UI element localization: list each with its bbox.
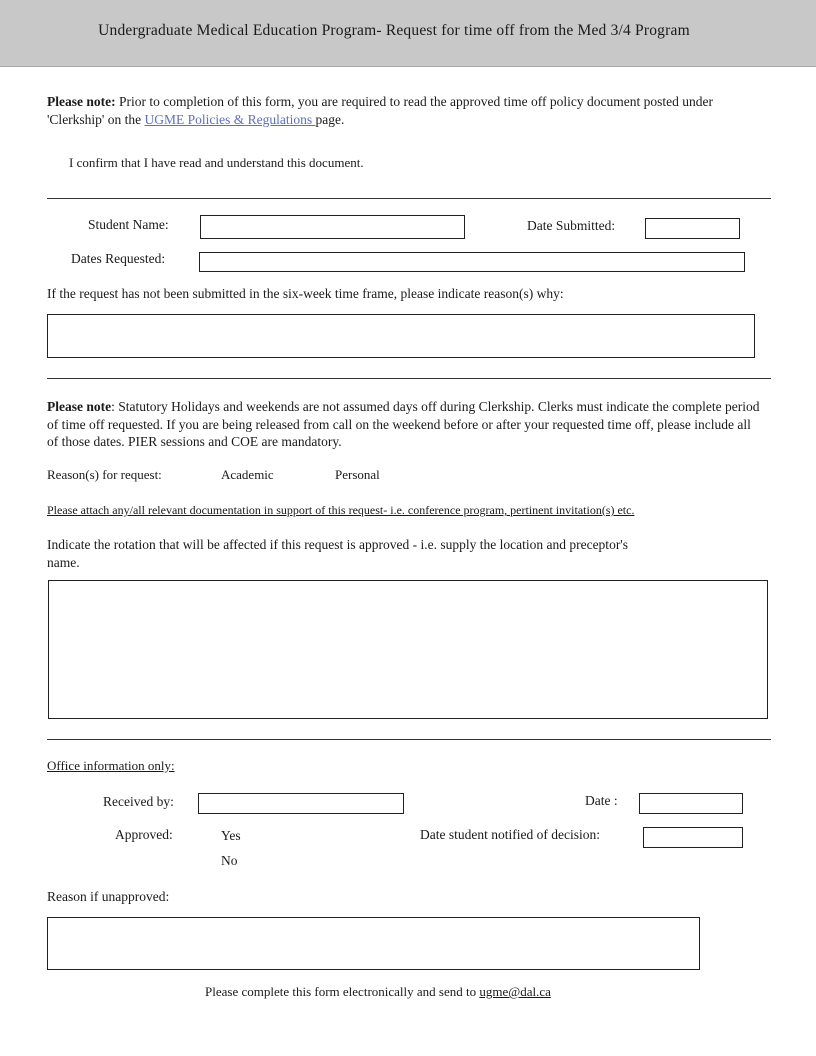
approved-no-option[interactable]: No xyxy=(221,853,238,868)
student-name-field[interactable] xyxy=(200,215,465,239)
dates-requested-field[interactable] xyxy=(199,252,745,272)
dates-requested-label: Dates Requested: xyxy=(71,251,166,266)
office-date-field[interactable] xyxy=(639,793,743,814)
unapproved-reason-field[interactable] xyxy=(47,917,700,970)
date-submitted-label: Date Submitted: xyxy=(527,218,616,233)
received-by-label: Received by: xyxy=(103,794,174,809)
attach-documentation-note: Please attach any/all relevant documentation in support of this request- i.e. conference program, pertinent invitation(s) etc. xyxy=(47,503,635,517)
reason-academic-option[interactable]: Academic xyxy=(221,467,274,482)
form-title: Undergraduate Medical Education Program- Request for time off from the Med 3/4 Program xyxy=(98,22,690,39)
approved-label: Approved: xyxy=(115,827,173,842)
approved-yes-option[interactable]: Yes xyxy=(221,828,241,843)
divider-3 xyxy=(47,739,771,740)
office-date-label: Date : xyxy=(585,793,618,808)
divider-2 xyxy=(47,378,771,379)
reason-label: Reason(s) for request: xyxy=(47,467,162,482)
footer-text: Please complete this form electronically and send to xyxy=(205,984,480,999)
confirm-statement[interactable]: I confirm that I have read and understand this document. xyxy=(69,155,364,170)
late-reason-label: If the request has not been submitted in the six-week time frame, please indicate reason(s) why: xyxy=(47,286,564,301)
unapproved-reason-label: Reason if unapproved: xyxy=(47,889,170,904)
reason-personal-option[interactable]: Personal xyxy=(335,467,380,482)
ugme-policies-link[interactable]: UGME Policies & Regulations xyxy=(144,111,316,127)
footer-note xyxy=(205,984,551,1000)
policy-note-text: Prior to completion of this form, you are required to read the approved time off policy document posted under 'Clerkship' on the xyxy=(47,94,713,127)
student-name-label: Student Name: xyxy=(88,217,169,232)
policy-note-text-after: page. xyxy=(315,111,345,127)
divider-1 xyxy=(47,198,771,199)
notified-date-label: Date student notified of decision: xyxy=(420,827,600,842)
holiday-note xyxy=(47,398,765,451)
office-info-heading: Office information only: xyxy=(47,758,175,773)
date-submitted-field[interactable] xyxy=(645,218,740,239)
holiday-note-text: : Statutory Holidays and weekends are not assumed days off during Clerkship. Clerks must indicate the complete period of time off requested. If you are being released from call on the weekend before or after your requested time off, please include all of those dates. PIER sessions and COE are mandatory. xyxy=(47,399,760,449)
rotation-label: Indicate the rotation that will be affected if this request is approved - i.e. supply the location and preceptor's name. xyxy=(47,537,628,570)
late-reason-field[interactable] xyxy=(47,314,755,358)
notified-date-field[interactable] xyxy=(643,827,743,848)
rotation-field[interactable] xyxy=(48,580,768,719)
email-link[interactable]: ugme@dal.ca xyxy=(479,984,551,999)
policy-note-bold: Please note: xyxy=(47,94,116,109)
policy-note xyxy=(47,93,767,128)
holiday-note-bold: Please note xyxy=(47,399,112,414)
received-by-field[interactable] xyxy=(198,793,404,814)
